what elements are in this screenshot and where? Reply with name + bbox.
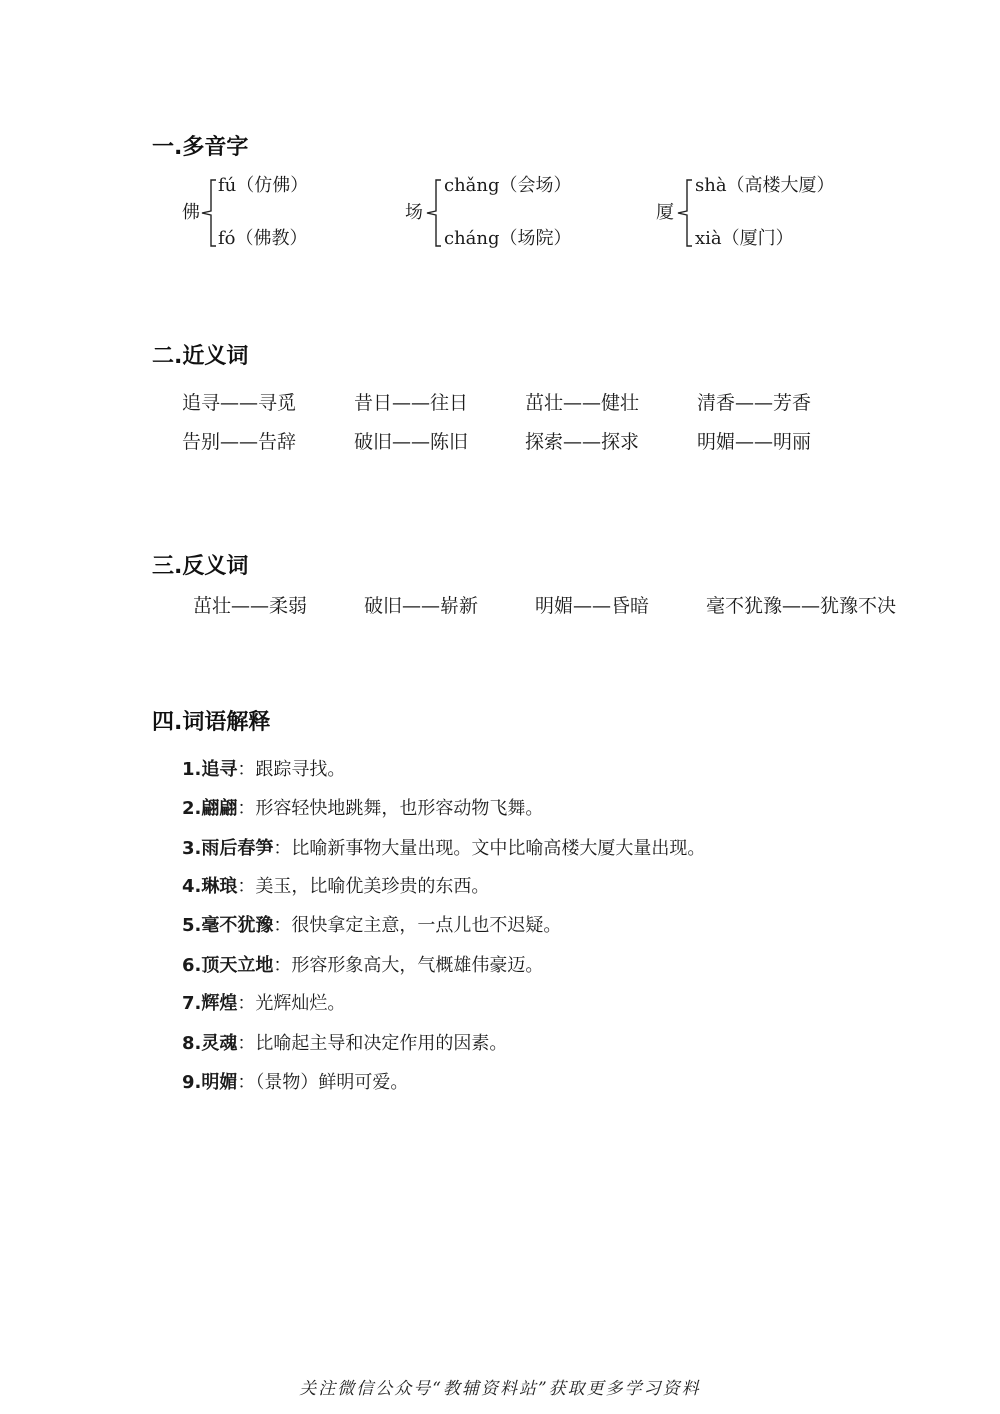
section-title-definitions: 四.词语解释	[152, 710, 271, 735]
brace-icon	[425, 178, 443, 248]
synonym-pair: 茁壮——健壮	[525, 392, 640, 414]
definition-term: 3.雨后春笋	[182, 838, 274, 859]
synonym-pair: 清香——芳香	[697, 392, 812, 414]
synonym-pair: 昔日——往日	[354, 392, 469, 414]
reading-bottom: xià（厦门）	[695, 228, 794, 249]
polyphonic-group	[182, 170, 362, 256]
definition-item	[182, 1070, 408, 1096]
polyphonic-char: 场	[405, 202, 423, 223]
definition-term: 2.翩翩	[182, 798, 238, 819]
definition-text: ：很快拿定主意，一点儿也不迟疑。	[273, 915, 562, 936]
definition-term: 7.辉煌	[182, 993, 238, 1014]
definition-item	[182, 991, 345, 1017]
reading-bottom: cháng（场院）	[444, 228, 572, 249]
definition-text: ：形容轻快地跳舞，也形容动物飞舞。	[237, 798, 544, 819]
definition-item	[182, 1031, 507, 1057]
section-title-synonyms: 二.近义词	[152, 344, 249, 369]
brace-icon	[200, 178, 218, 248]
section-title-antonyms: 三.反义词	[152, 554, 249, 579]
footer-note: 关注微信公众号“教辅资料站”获取更多学习资料	[299, 1379, 701, 1399]
synonym-pair: 追寻——寻觅	[182, 392, 297, 414]
definition-text: ：（景物）鲜明可爱。	[237, 1072, 409, 1093]
antonym-pair: 毫不犹豫——犹豫不决	[706, 595, 897, 617]
antonym-pair: 破旧——崭新	[364, 595, 479, 617]
definition-term: 4.琳琅	[182, 876, 238, 897]
synonym-pair: 破旧——陈旧	[354, 431, 469, 453]
definition-text: ：比喻起主导和决定作用的因素。	[237, 1033, 508, 1054]
synonym-pair: 明媚——明丽	[697, 431, 812, 453]
brace-icon	[676, 178, 694, 248]
antonym-pair: 明媚——昏暗	[535, 595, 650, 617]
definition-term: 1.追寻	[182, 759, 238, 780]
synonym-pair: 探索——探求	[525, 431, 640, 453]
definition-text: ：跟踪寻找。	[237, 759, 346, 780]
definition-term: 8.灵魂	[182, 1033, 238, 1054]
definition-item	[182, 913, 561, 939]
polyphonic-char: 厦	[656, 202, 674, 223]
reading-top: shà（高楼大厦）	[695, 175, 835, 196]
definition-item	[182, 757, 345, 783]
definition-item	[182, 874, 489, 900]
reading-top: fú（仿佛）	[218, 175, 309, 196]
reading-top: chǎng（会场）	[444, 175, 572, 196]
section-title-polyphonic: 一.多音字	[152, 135, 249, 160]
definition-term: 6.顶天立地	[182, 955, 274, 976]
definition-text: ：光辉灿烂。	[237, 993, 346, 1014]
polyphonic-group	[656, 170, 876, 256]
definition-text: ：比喻新事物大量出现。文中比喻高楼大厦大量出现。	[273, 838, 706, 859]
polyphonic-group	[405, 170, 605, 256]
definition-item	[182, 836, 705, 862]
antonym-pair: 茁壮——柔弱	[193, 595, 308, 617]
polyphonic-char: 佛	[182, 202, 200, 223]
definition-text: ：美玉，比喻优美珍贵的东西。	[237, 876, 490, 897]
synonym-pair: 告别——告辞	[182, 431, 297, 453]
definition-item	[182, 796, 543, 822]
reading-bottom: fó（佛教）	[218, 228, 308, 249]
definition-text: ：形容形象高大，气概雄伟豪迈。	[273, 955, 544, 976]
definition-item	[182, 953, 543, 979]
definition-term: 5.毫不犹豫	[182, 915, 274, 936]
definition-term: 9.明媚	[182, 1072, 238, 1093]
